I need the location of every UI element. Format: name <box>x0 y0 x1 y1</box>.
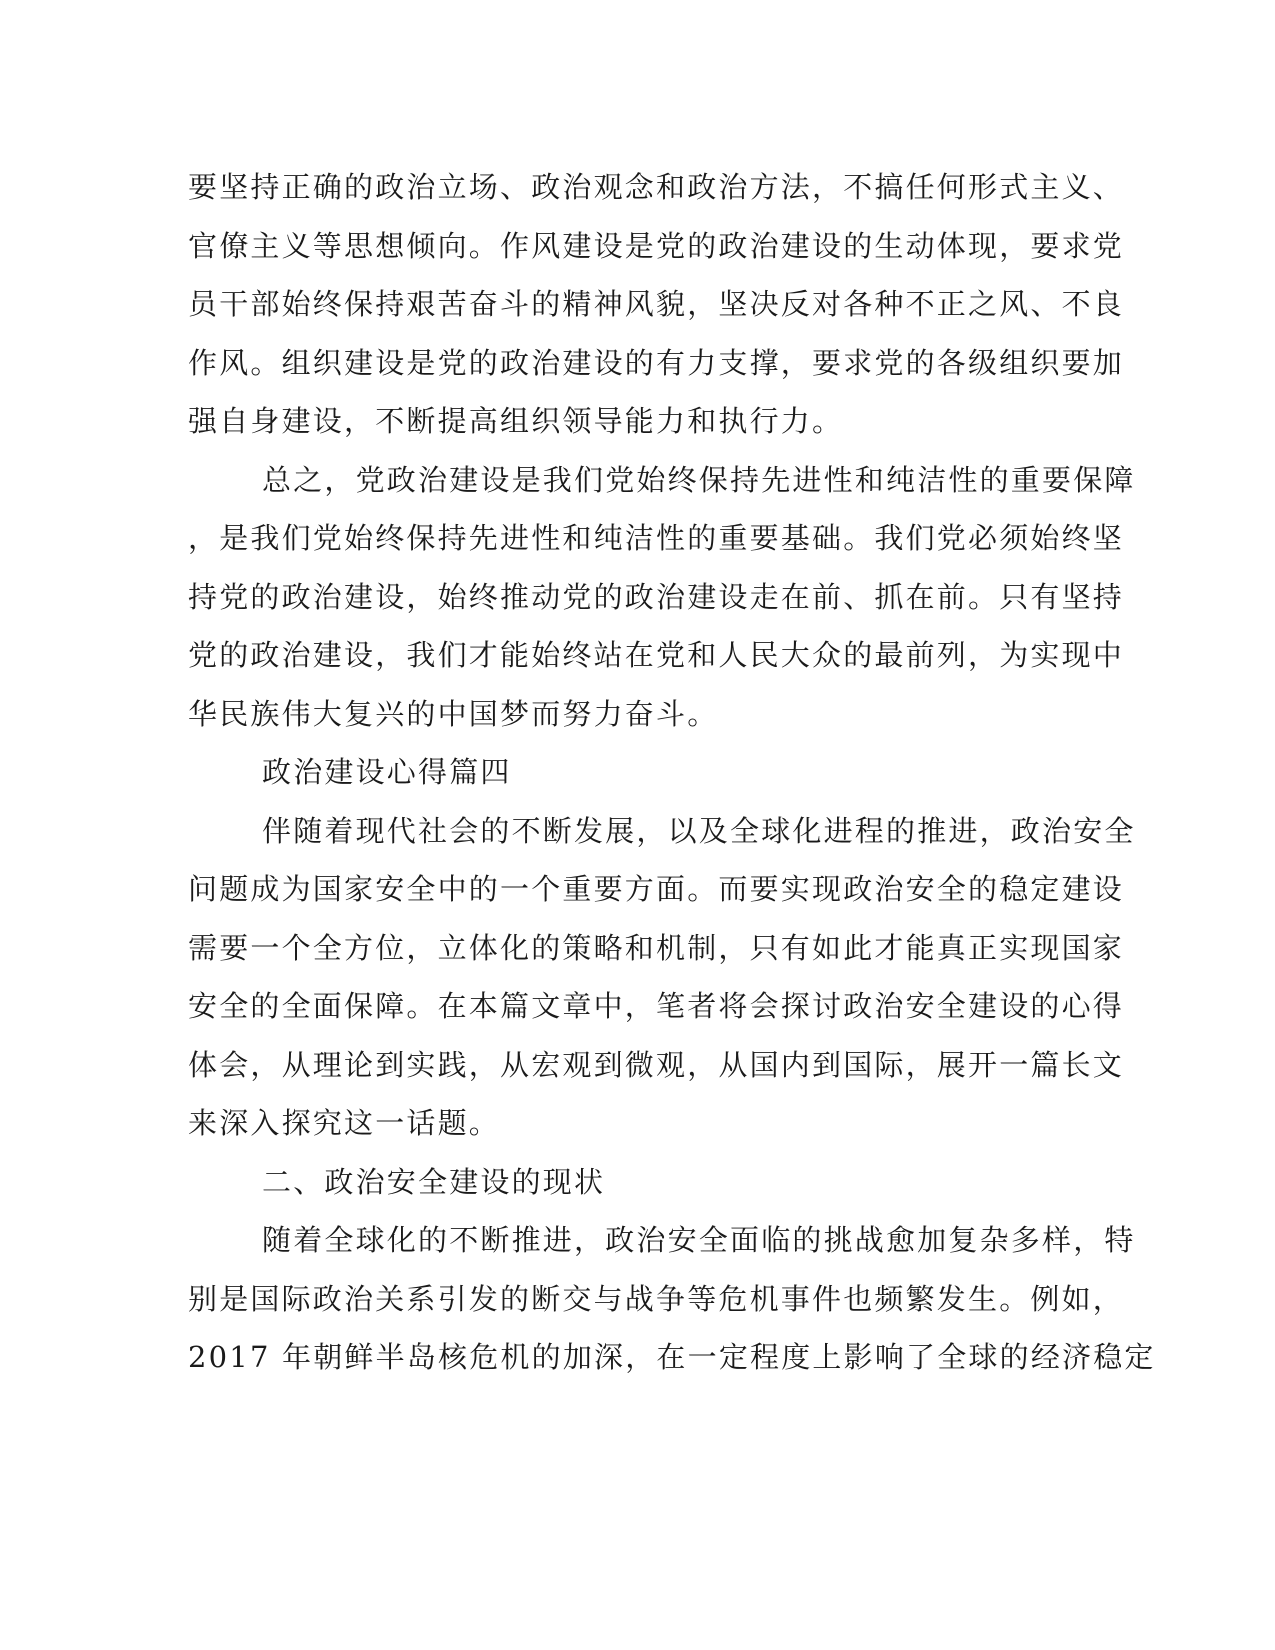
paragraph-first-line: 总之，党政治建设是我们党始终保持先进性和纯洁性的重要保障 <box>262 462 1136 497</box>
text-line: 体会，从理论到实践，从宏观到微观，从国内到国际，展开一篇长文 <box>188 1047 1125 1082</box>
document-body <box>188 158 1156 1387</box>
text-line: 问题成为国家安全中的一个重要方面。而要实现政治安全的稳定建设 <box>188 872 1125 906</box>
paragraph-first-line: 随着全球化的不断推进，政治安全面临的挑战愈加复杂多样，特 <box>262 1223 1136 1257</box>
text-line: 2017 年朝鲜半岛核危机的加深，在一定程度上影响了全球的经济稳定 <box>188 1340 1156 1374</box>
text-line: 官僚主义等思想倾向。作风建设是党的政治建设的生动体现，要求党 <box>188 228 1125 263</box>
text-line: 来深入探究这一话题。 <box>188 1106 501 1140</box>
text-line: 安全的全面保障。在本篇文章中，笔者将会探讨政治安全建设的心得 <box>188 989 1125 1023</box>
paragraph-first-line: 伴随着现代社会的不断发展，以及全球化进程的推进，政治安全 <box>262 813 1136 848</box>
text-line: ，是我们党始终保持先进性和纯洁性的重要基础。我们党必须始终坚 <box>188 521 1125 555</box>
text-line: 华民族伟大复兴的中国梦而努力奋斗。 <box>188 696 719 731</box>
text-line: 需要一个全方位，立体化的策略和机制，只有如此才能真正实现国家 <box>188 930 1125 965</box>
text-line: 要坚持正确的政治立场、政治观念和政治方法，不搞任何形式主义、 <box>188 170 1125 204</box>
section-heading: 政治建设心得篇四 <box>262 755 512 789</box>
text-line: 员干部始终保持艰苦奋斗的精神风貌，坚决反对各种不正之风、不良 <box>188 287 1125 321</box>
text-line: 党的政治建设，我们才能始终站在党和人民大众的最前列，为实现中 <box>188 638 1125 672</box>
subsection-heading: 二、政治安全建设的现状 <box>262 1164 606 1199</box>
text-line: 持党的政治建设，始终推动党的政治建设走在前、抓在前。只有坚持 <box>188 579 1125 614</box>
text-line: 别是国际政治关系引发的断交与战争等危机事件也频繁发生。例如， <box>188 1281 1125 1316</box>
text-line: 强自身建设，不断提高组织领导能力和执行力。 <box>188 404 844 438</box>
text-line: 作风。组织建设是党的政治建设的有力支撑，要求党的各级组织要加 <box>188 345 1125 380</box>
